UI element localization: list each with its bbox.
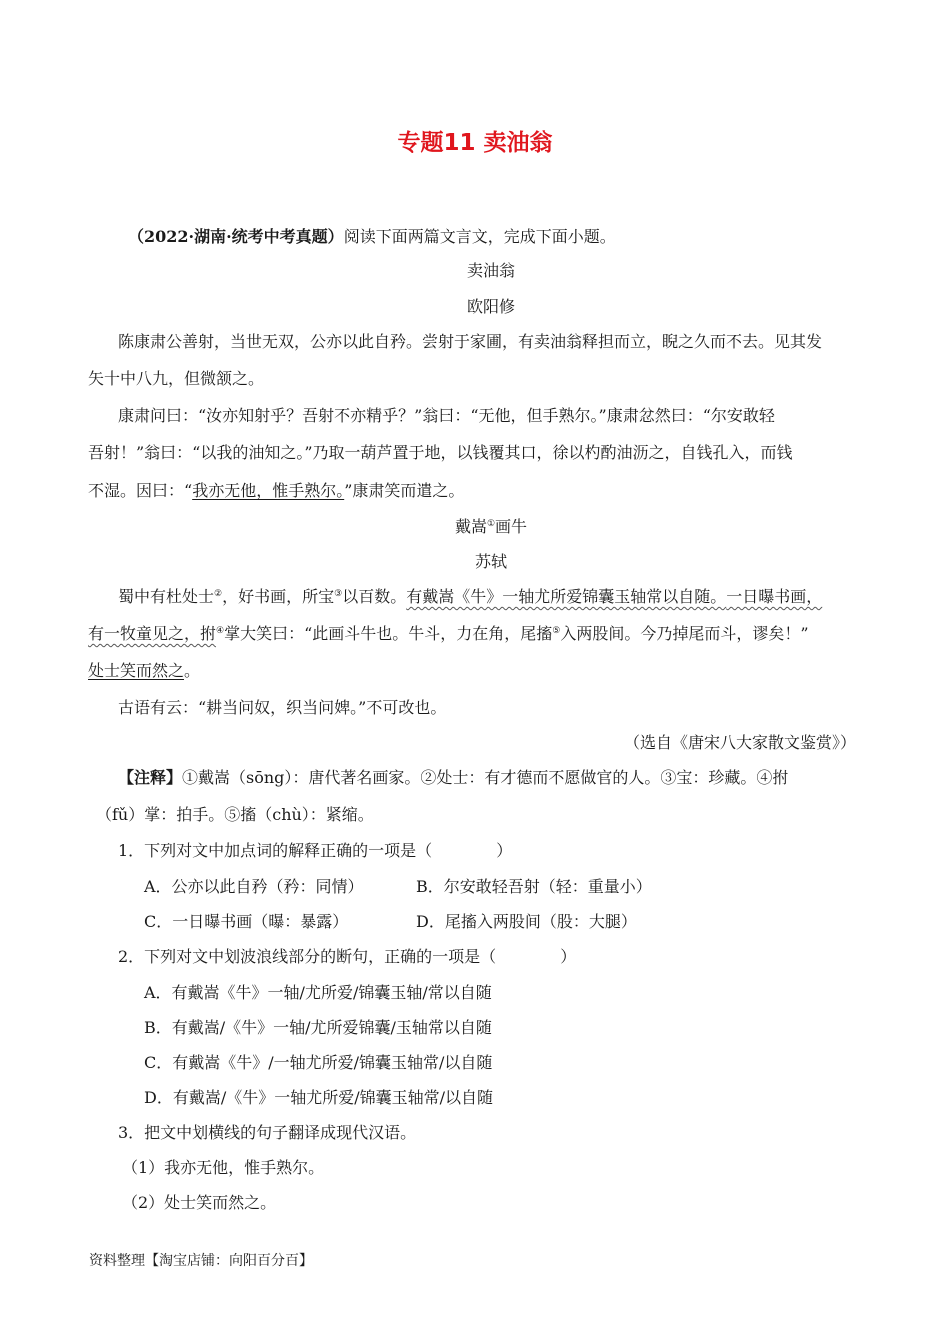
text1-paragraph-2-line-3 [88,481,464,501]
question-2-option-a: A．有戴嵩《牛》一轴/尤所爱/锦囊玉轴/常以自随 [144,983,492,1002]
text2-author: 苏轼 [474,552,507,571]
note-marker: ① [486,519,496,529]
text1-author: 欧阳修 [466,297,515,316]
notes-label: 【注释】 [118,768,183,787]
text2-title [0,517,950,537]
note-marker: ④ [216,626,225,636]
notes-line-2: （fǔ）掌：拍手。⑤搐（chù）：紧缩。 [96,805,374,824]
note-marker: ② [214,589,223,599]
text-segment: 掌大笑曰：“此画斗牛也。牛斗，力在角，尾搐 [224,624,553,643]
text-segment: ） [496,841,513,860]
question-2 [118,947,576,967]
text2-paragraph-2: 古语有云：“耕当问奴，织当问婢。”不可改也。 [118,698,447,717]
text-segment: ） [560,947,577,966]
instruction-text: 阅读下面两篇文言文，完成下面小题。 [343,227,616,246]
text-segment: 画牛 [495,517,528,536]
question-3-part-2: （2）处士笑而然之。 [122,1193,277,1212]
text2-paragraph-1-line-2 [88,624,809,644]
question-3: 3．把文中划横线的句子翻译成现代汉语。 [118,1123,417,1142]
wavy-text-segment: 有一牧童见之，拊 [88,624,217,643]
text1-title: 卖油翁 [466,261,515,280]
question-1-option-b: B．尔安敢轻吾射（轻：重量小） [416,877,652,896]
text-segment: 戴嵩 [454,517,487,536]
underlined-sentence-1: 我亦无他，惟手熟尔。 [192,481,345,500]
question-text: 2．下列对文中划波浪线部分的断句，正确的一项是（ [118,947,497,966]
question-2-option-c: C．有戴嵩《牛》/一轴尤所爱/锦囊玉轴常/以自随 [144,1053,493,1072]
question-1 [118,841,512,861]
page-footer: 资料整理【淘宝店铺：向阳百分百】 [89,1253,313,1269]
text-segment: ①戴嵩（sōng）：唐代著名画家。②处士：有才德而不愿做官的人。③宝：珍藏。④拊 [182,768,789,787]
text-segment: 蜀中有杜处士 [118,587,215,606]
text-segment: 不湿。因曰：“ [88,481,193,500]
page-title: 专题11 卖油翁 [397,130,553,156]
question-text: 1．下列对文中加点词的解释正确的一项是（ [118,841,433,860]
question-2-option-d: D．有戴嵩/《牛》一轴尤所爱/锦囊玉轴常/以自随 [144,1088,494,1107]
question-1-option-a: A．公亦以此自矜（矜：同情） [144,877,364,896]
notes-line-1 [118,768,788,788]
question-1-option-c: C．一日曝书画（曝：暴露） [144,912,349,931]
question-1-option-d: D．尾搐入两股间（股：大腿） [416,912,637,931]
text2-paragraph-1-line-3 [88,661,200,681]
text-segment: ，好书画，所宝 [222,587,335,606]
text1-paragraph-2-line-2: 吾射！”翁曰：“以我的油知之。”乃取一葫芦置于地，以钱覆其口，徐以杓酌油沥之，自钱孔入，而钱 [88,443,793,462]
text-source: （选自《唐宋八大家散文鉴赏》） [623,733,856,752]
intro-line [128,227,616,247]
wavy-underlined-passage: 有戴嵩《牛》一轴尤所爱锦囊玉轴常以自随。 [406,587,727,606]
note-marker: ⑤ [552,626,561,636]
text-segment: 以百数。 [342,587,407,606]
text-segment: ”康肃笑而遣之。 [344,481,465,500]
text1-paragraph-1-line-1: 陈康肃公善射，当世无双，公亦以此自矜。尝射于家圃，有卖油翁释担而立，睨之久而不去。见其发 [118,332,823,351]
text-segment: 入两股间。今乃掉尾而斗，谬矣！” [560,624,809,643]
question-2-option-b: B．有戴嵩/《牛》一轴/尤所爱锦囊/玉轴常以自随 [144,1018,492,1037]
wavy-underlined-passage-continued: 一日曝书画， [726,587,823,606]
text1-paragraph-1-line-2: 矢十中八九，但微颔之。 [88,369,265,388]
text-segment: 。 [184,661,201,680]
note-marker: ③ [334,589,343,599]
text1-paragraph-2-line-1: 康肃问曰：“汝亦知射乎？吾射不亦精乎？”翁曰：“无他，但手熟尔。”康肃忿然曰：“尔安敢轻 [118,406,775,425]
question-3-part-1: （1）我亦无他，惟手熟尔。 [122,1158,325,1177]
exam-source: （2022·湖南·统考中考真题） [128,227,344,246]
text2-paragraph-1-line-1 [118,587,822,607]
underlined-sentence-2: 处士笑而然之 [88,661,185,680]
